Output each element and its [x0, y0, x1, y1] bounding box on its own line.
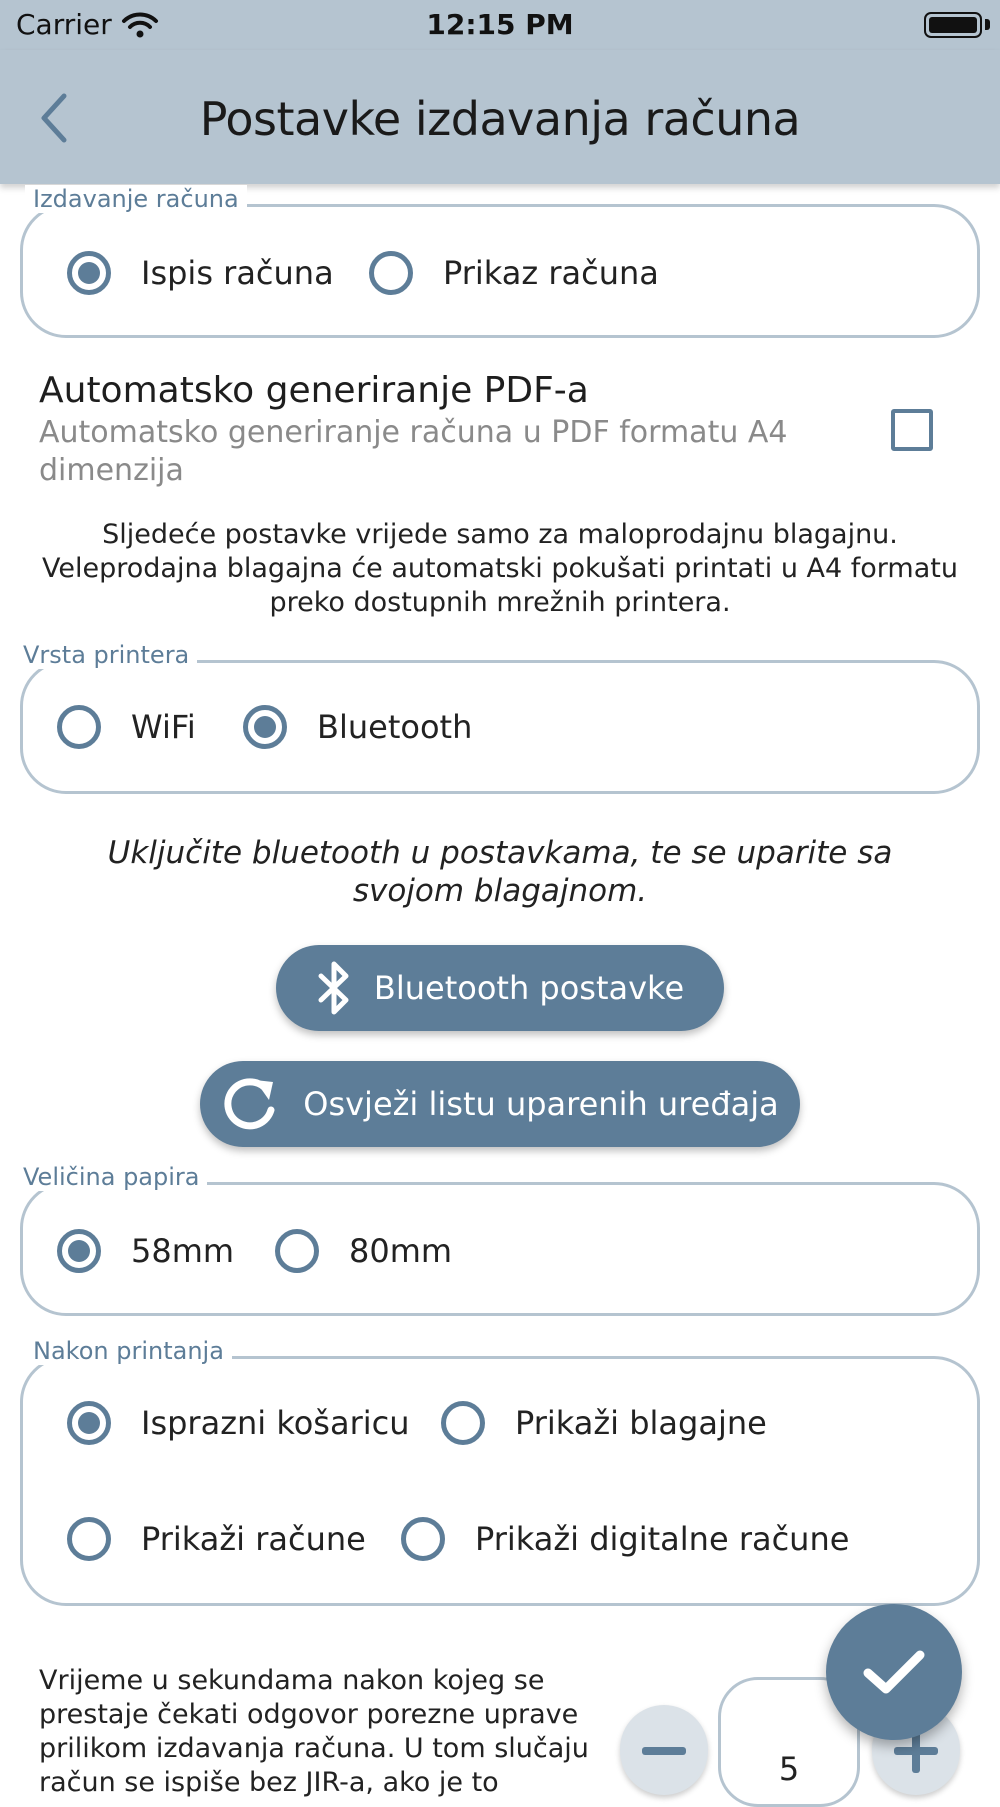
radio-label: 58mm [131, 1232, 235, 1270]
invoice-issuing-legend: Izdavanje računa [25, 185, 247, 213]
after-print-group [20, 1337, 980, 1606]
refresh-devices-label: Osvježi listu uparenih uređaja [303, 1085, 779, 1123]
confirm-button[interactable] [826, 1604, 962, 1740]
invoice-issuing-group [20, 185, 980, 338]
radio-unselected-icon [369, 251, 413, 295]
radio-unselected-icon [275, 1229, 319, 1273]
radio-label: 80mm [349, 1232, 453, 1270]
bluetooth-settings-button[interactable] [276, 945, 724, 1031]
radio-label: Prikaz računa [443, 254, 659, 292]
carrier-label: Carrier [16, 8, 112, 41]
radio-label: Prikaži račune [141, 1520, 366, 1558]
radio-option-wifi[interactable] [57, 705, 196, 749]
auto-pdf-description: Automatsko generiranje računa u PDF formatu A4 dimenzija [39, 415, 788, 488]
radio-selected-icon [57, 1229, 101, 1273]
refresh-icon [221, 1074, 281, 1134]
minus-icon [642, 1747, 686, 1755]
radio-unselected-icon [57, 705, 101, 749]
radio-unselected-icon [67, 1517, 111, 1561]
radio-label: Isprazni košaricu [141, 1404, 410, 1442]
radio-label: Ispis računa [141, 254, 334, 292]
radio-label: WiFi [131, 708, 196, 746]
paper-size-group [20, 1163, 980, 1316]
radio-label: Prikaži blagajne [515, 1404, 767, 1442]
radio-option-show[interactable] [369, 251, 659, 295]
printer-type-group [20, 641, 980, 794]
status-bar [0, 0, 1000, 50]
decrement-button[interactable] [620, 1705, 708, 1795]
auto-pdf-title: Automatsko generiranje PDF-a [39, 370, 589, 411]
radio-unselected-icon [441, 1401, 485, 1445]
radio-option-show-digital-invoices[interactable] [401, 1517, 849, 1561]
radio-label: Prikaži digitalne račune [475, 1520, 850, 1558]
radio-selected-icon [243, 705, 287, 749]
battery-tip [985, 19, 990, 30]
radio-selected-icon [67, 251, 111, 295]
checkmark-icon [862, 1647, 926, 1697]
timeout-description: Vrijeme u sekundama nakon kojeg se prestaje čekati odgovor porezne uprave prilikom izdavanja računa. U tom slučaju račun se ispiše bez JIR-a, ako je to [39, 1665, 589, 1798]
paper-size-legend: Veličina papira [15, 1163, 207, 1191]
radio-selected-icon [67, 1401, 111, 1445]
bluetooth-settings-label: Bluetooth postavke [373, 969, 685, 1007]
bluetooth-hint: Uključite bluetooth u postavkama, te se uparite sa svojom blagajnom. [107, 835, 893, 909]
radio-option-show-registers[interactable] [441, 1401, 767, 1445]
radio-option-print[interactable] [67, 251, 334, 295]
printer-type-legend: Vrsta printera [15, 641, 197, 669]
retail-note: Sljedeće postavke vrijede samo za maloprodajnu blagajnu. Veleprodajna blagajna će automatski pokušati printati u A4 formatu preko dostupnih mrežnih printera. [42, 519, 958, 618]
radio-unselected-icon [401, 1517, 445, 1561]
radio-option-80mm[interactable] [275, 1229, 452, 1273]
radio-label: Bluetooth [317, 708, 473, 746]
battery-icon [924, 12, 982, 38]
radio-option-bluetooth[interactable] [243, 705, 472, 749]
page-title: Postavke izdavanja računa [199, 92, 801, 146]
radio-option-show-invoices[interactable] [67, 1517, 366, 1561]
refresh-devices-button[interactable] [200, 1061, 800, 1147]
timeout-value: 5 [778, 1750, 800, 1788]
auto-pdf-checkbox[interactable] [891, 409, 933, 451]
nav-header [0, 50, 1000, 184]
after-print-legend: Nakon printanja [25, 1337, 232, 1365]
status-time: 12:15 PM [426, 8, 574, 41]
radio-option-58mm[interactable] [57, 1229, 234, 1273]
bluetooth-icon [316, 960, 352, 1016]
radio-option-empty-cart[interactable] [67, 1401, 410, 1445]
